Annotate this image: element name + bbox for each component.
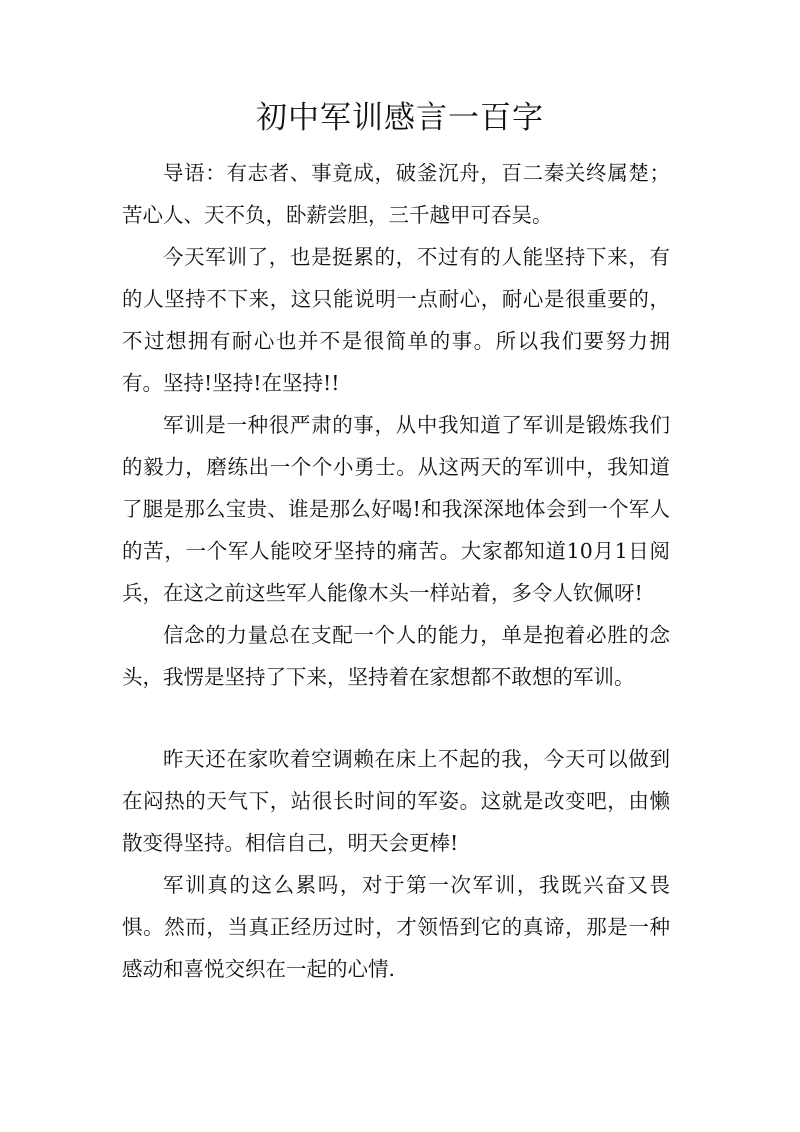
paragraph-patience: 今天军训了，也是挺累的，不过有的人能坚持下来，有的人坚持不下来，这只能说明一点耐心，耐心是很重要的，不过想拥有耐心也并不是很简单的事。所以我们要努力拥有。坚持!坚持!在坚持!! [122, 245, 670, 395]
document-body [122, 152, 670, 990]
paragraph-discipline: 军训是一种很严肃的事，从中我知道了军训是锻炼我们的毅力，磨练出一个个小勇士。从这两天的军训中，我知道了腿是那么宝贵、谁是那么好喝!和我深深地体会到一个军人的苦，一个军人能咬牙坚持的痛苦。大家都知道10月1日阅兵，在这之前这些军人能像木头一样站着，多令人钦佩呀! [122, 413, 670, 605]
paragraph-intro: 导语：有志者、事竟成，破釜沉舟，百二秦关终属楚；苦心人、天不负，卧薪尝胆，三千越甲可吞吴。 [122, 161, 670, 227]
paragraph-belief: 信念的力量总在支配一个人的能力，单是抱着必胜的念头，我愣是坚持了下来，坚持着在家想都不敢想的军训。 [122, 623, 670, 689]
paragraph-feelings: 军训真的这么累吗，对于第一次军训，我既兴奋又畏惧。然而，当真正经历过时，才领悟到它的真谛，那是一种感动和喜悦交织在一起的心情. [122, 873, 670, 981]
paragraph-change: 昨天还在家吹着空调赖在床上不起的我，今天可以做到在闷热的天气下，站很长时间的军姿。这就是改变吧，由懒散变得坚持。相信自己，明天会更棒! [122, 747, 670, 855]
document-title: 初中军训感言一百字 [256, 100, 544, 136]
